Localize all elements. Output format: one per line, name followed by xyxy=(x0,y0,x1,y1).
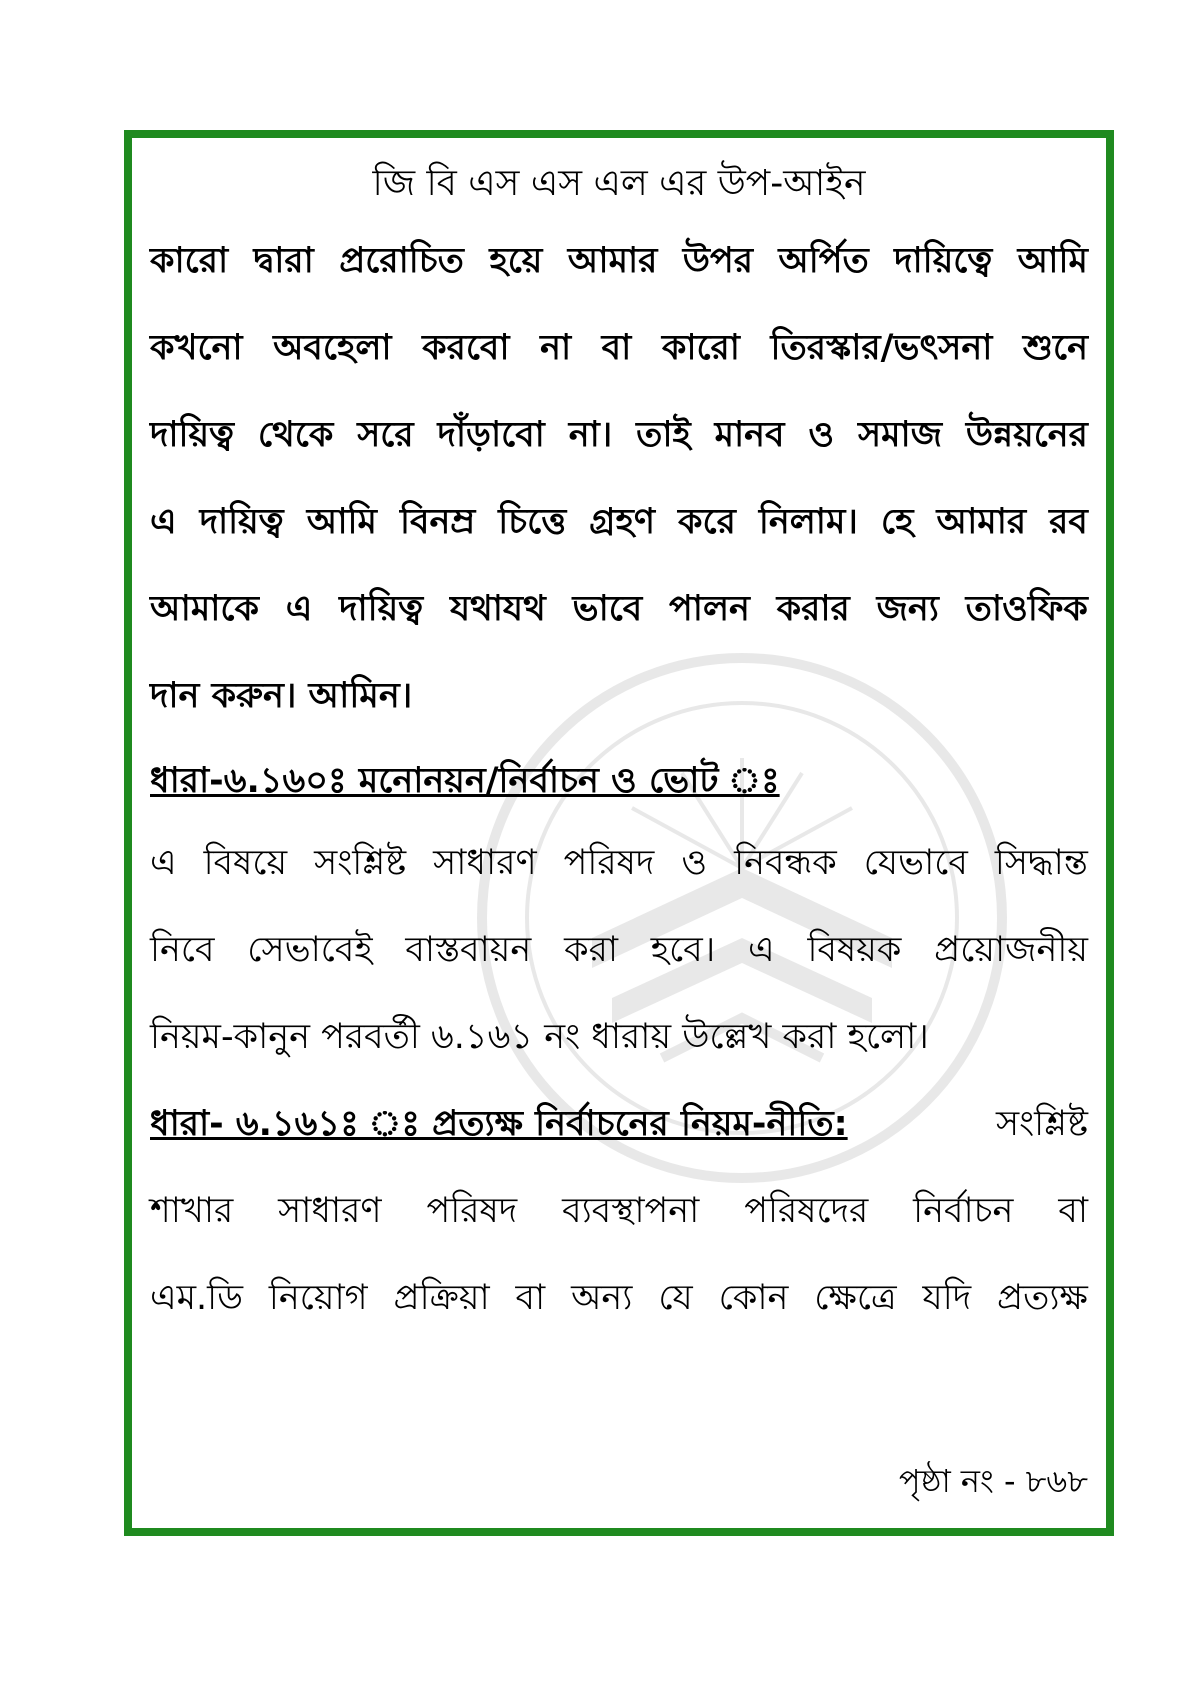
section-160-line xyxy=(150,820,1088,907)
word: হে xyxy=(880,502,914,542)
section-160-line xyxy=(150,907,1088,994)
word: বা xyxy=(515,1278,546,1318)
word: এ xyxy=(285,589,313,629)
word: যে xyxy=(658,1278,693,1318)
word: সাধারণ xyxy=(433,843,537,883)
word: কখনো xyxy=(150,328,243,368)
word: পালন xyxy=(669,589,750,629)
word: থেকে xyxy=(257,415,334,455)
section-161-line xyxy=(150,1168,1088,1255)
word: শুনে xyxy=(1022,328,1088,368)
word: দাঁড়াবো xyxy=(437,415,545,455)
page-frame xyxy=(124,130,1114,1536)
word: তাওফিক xyxy=(965,589,1088,629)
word: দায়িত্ব xyxy=(199,502,284,542)
word: এ xyxy=(150,843,177,883)
word: প্রক্রিয়া xyxy=(393,1278,490,1318)
oath-line xyxy=(150,218,1088,305)
word: যদি xyxy=(922,1278,972,1318)
word: তিরস্কার/ভৎসনা xyxy=(770,328,993,368)
word: অর্পিত xyxy=(778,241,869,281)
page-number: পৃষ্ঠা নং - ৮৬৮ xyxy=(898,1462,1088,1500)
word: প্ররোচিত xyxy=(339,241,464,281)
word: আমি xyxy=(306,502,377,542)
word: যেভাবে xyxy=(863,843,968,883)
word: সাধারণ xyxy=(278,1191,382,1231)
section-161-first-tail: সংশ্লিষ্ট xyxy=(995,1104,1088,1144)
oath-line xyxy=(150,566,1088,653)
word: রব xyxy=(1049,502,1088,542)
word: হবে। xyxy=(650,930,716,970)
word: উপর xyxy=(682,241,754,281)
word: নিয়োগ xyxy=(268,1278,368,1318)
word: গ্রহণ xyxy=(589,502,656,542)
section-160-paragraph xyxy=(150,820,1088,1081)
section-161-heading: ধারা- ৬.১৬১ঃ ঃ প্রত্যক্ষ নির্বাচনের নিয়ম-নীতি: xyxy=(150,1104,848,1144)
word: মানব xyxy=(714,415,785,455)
word: নিবন্ধক xyxy=(734,843,837,883)
word: আমার xyxy=(936,502,1027,542)
oath-line: দান করুন। আমিন। xyxy=(150,676,413,716)
word: উন্নয়নের xyxy=(965,415,1088,455)
word: আমি xyxy=(1017,241,1088,281)
word: না xyxy=(540,328,572,368)
word: ব্যবস্থাপনা xyxy=(562,1191,700,1231)
word: সংশ্লিষ্ট xyxy=(314,843,407,883)
word: নির্বাচন xyxy=(913,1191,1014,1231)
word: ভাবে xyxy=(572,589,643,629)
word: করবো xyxy=(422,328,510,368)
word: এ xyxy=(150,502,177,542)
word: বিষয়ক xyxy=(807,930,902,970)
word: যথাযথ xyxy=(449,589,546,629)
word: অন্য xyxy=(571,1278,633,1318)
word: করার xyxy=(776,589,850,629)
word: বা xyxy=(601,328,632,368)
word: সরে xyxy=(357,415,414,455)
word: চিত্তে xyxy=(498,502,567,542)
word: সমাজ xyxy=(857,415,943,455)
word: করে xyxy=(678,502,736,542)
word: সিদ্ধান্ত xyxy=(994,843,1088,883)
word: প্রয়োজনীয় xyxy=(934,930,1088,970)
section-160-heading: ধারা-৬.১৬০ঃ মনোনয়ন/নির্বাচন ও ভোট ঃ xyxy=(150,761,780,801)
word: হয়ে xyxy=(489,241,543,281)
word: আমার xyxy=(567,241,658,281)
word: ও xyxy=(681,843,708,883)
word: পরিষদ xyxy=(563,843,655,883)
word: কোন xyxy=(718,1278,789,1318)
word: করা xyxy=(564,930,618,970)
word: তাই xyxy=(636,415,691,455)
word: বিষয়ে xyxy=(203,843,288,883)
word: কারো xyxy=(150,241,229,281)
document-title: জি বি এস এস এল এর উপ-আইন xyxy=(372,163,866,204)
oath-line xyxy=(150,305,1088,392)
oath-line xyxy=(150,479,1088,566)
word: দায়িত্ব xyxy=(339,589,424,629)
word: ক্ষেত্রে xyxy=(814,1278,897,1318)
document-body xyxy=(150,156,1088,1342)
word: ও xyxy=(808,415,835,455)
word: পরিষদের xyxy=(744,1191,869,1231)
word: বিনম্র xyxy=(399,502,476,542)
oath-paragraph xyxy=(150,218,1088,740)
word: পরিষদ xyxy=(426,1191,518,1231)
word: এম.ডি xyxy=(150,1278,243,1318)
word: প্রত্যক্ষ xyxy=(997,1278,1088,1318)
word: দ্বারা xyxy=(253,241,314,281)
word: সেভাবেই xyxy=(247,930,373,970)
word: নিবে xyxy=(150,930,215,970)
word: দায়িত্ব xyxy=(150,415,235,455)
section-160-line: নিয়ম-কানুন পরবর্তী ৬.১৬১ নং ধারায় উল্লেখ করা হলো। xyxy=(150,1017,929,1057)
word: বাস্তবায়ন xyxy=(405,930,532,970)
word: শাখার xyxy=(150,1191,234,1231)
word: জন্য xyxy=(876,589,939,629)
word: অবহেলা xyxy=(273,328,392,368)
word: আমাকে xyxy=(150,589,259,629)
word: দায়িত্বে xyxy=(894,241,993,281)
section-161-line xyxy=(150,1255,1088,1342)
section-161-first-line xyxy=(150,1081,1088,1168)
word: নিলাম। xyxy=(758,502,858,542)
word: এ xyxy=(748,930,775,970)
word: কারো xyxy=(661,328,740,368)
word: বা xyxy=(1058,1191,1088,1231)
section-161-paragraph xyxy=(150,1081,1088,1342)
oath-line xyxy=(150,392,1088,479)
word: না। xyxy=(568,415,613,455)
